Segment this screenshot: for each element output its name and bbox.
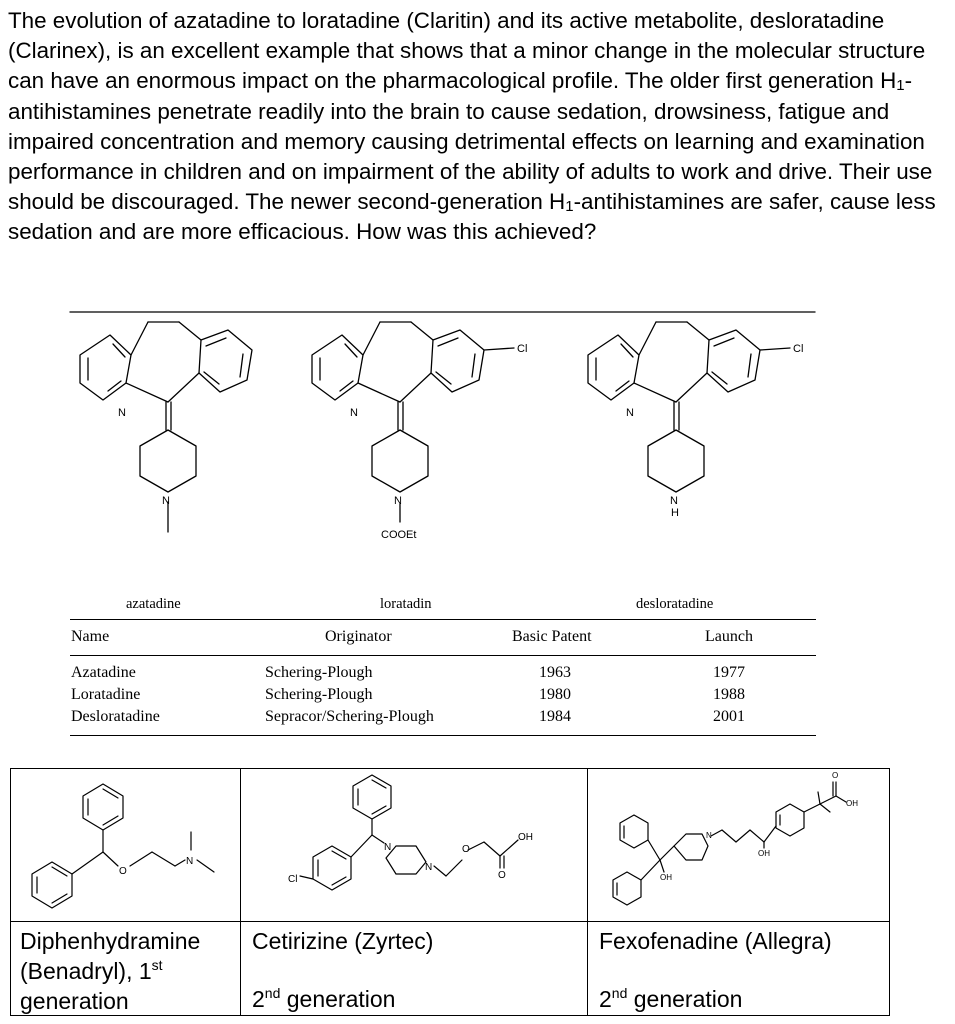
table-row: 2001 bbox=[713, 708, 745, 725]
question-paragraph: The evolution of azatadine to loratadine (Claritin) and its active metabolite, desloratadine (Clarinex), is an excellent example that shows that a minor change in the molecular structure can have an enormous impact on the pharmacological profile. The older first generation $H_1$-antihistamines penetrate readily into the brain to cause sedation, drowsiness, fatigue and impaired concentration and memory causing detrimental effects on learning and examination performance in children and on impairment of the ability of adults to work and drive. Their use should be discouraged. The newer second-generation $H_1$-antihistamines are safer, cause less sedation and are more efficacious. How was this achieved? bbox=[8, 8, 936, 245]
fexofenadine-oh2: OH bbox=[758, 849, 770, 858]
table-row: 1977 bbox=[713, 664, 745, 681]
header-originator: Originator bbox=[325, 628, 392, 645]
desloratadine-n-ring: N bbox=[626, 407, 634, 419]
table-row: 1963 bbox=[539, 664, 571, 681]
cetirizine-oh: OH bbox=[518, 832, 533, 843]
table-rule-bottom bbox=[70, 735, 816, 736]
cetirizine-n2: N bbox=[425, 862, 433, 873]
azatadine-n-ring: N bbox=[118, 407, 126, 419]
diphenhydramine-label: Diphenhydramine (Benadryl), 1st generation bbox=[20, 928, 201, 1014]
fexofenadine-label: Fexofenadine (Allegra) bbox=[599, 928, 832, 954]
caption-desloratadine: desloratadine bbox=[636, 596, 714, 612]
loratadine-structure bbox=[312, 322, 514, 522]
azatadine-n-pip: N bbox=[162, 495, 170, 507]
fexofenadine-oh3: OH bbox=[846, 799, 858, 808]
header-launch: Launch bbox=[705, 628, 753, 645]
loratadine-ester: COOEt bbox=[381, 529, 417, 541]
caption-loratadin: loratadin bbox=[380, 596, 432, 612]
azatadine-structure bbox=[80, 322, 252, 532]
desloratadine-n-pip: N bbox=[670, 495, 678, 507]
header-name: Name bbox=[71, 628, 110, 645]
header-basic-patent: Basic Patent bbox=[512, 628, 592, 645]
comparison-row-divider bbox=[10, 921, 890, 922]
loratadine-n-pip: N bbox=[394, 495, 402, 507]
cetirizine-label: Cetirizine (Zyrtec) bbox=[252, 928, 434, 954]
table-row: Azatadine bbox=[71, 664, 136, 681]
cetirizine-o1: O bbox=[462, 844, 470, 855]
table-row: 1988 bbox=[713, 686, 745, 703]
fexofenadine-n: N bbox=[706, 831, 712, 840]
cetirizine-cl: Cl bbox=[288, 874, 298, 885]
comparison-divider-2 bbox=[587, 768, 588, 1016]
table-row: 1984 bbox=[539, 708, 571, 725]
fexofenadine-o: O bbox=[832, 771, 839, 780]
table-row: Sepracor/Schering-Plough bbox=[265, 708, 434, 725]
table-row: 1980 bbox=[539, 686, 571, 703]
loratadine-cl: Cl bbox=[517, 343, 528, 355]
desloratadine-cl: Cl bbox=[793, 343, 804, 355]
desloratadine-structure bbox=[588, 322, 790, 492]
table-rule-mid bbox=[70, 655, 816, 656]
cetirizine-generation: 2nd generation bbox=[252, 985, 396, 1012]
table-row: Schering-Plough bbox=[265, 664, 373, 681]
fexofenadine-oh1: OH bbox=[660, 873, 672, 882]
fexofenadine-generation: 2nd generation bbox=[599, 985, 743, 1012]
cetirizine-o2: O bbox=[498, 870, 506, 881]
table-row: Loratadine bbox=[71, 686, 141, 703]
diphenhydramine-o: O bbox=[119, 866, 127, 877]
desloratadine-h: H bbox=[671, 507, 679, 519]
diphenhydramine-n: N bbox=[186, 856, 194, 867]
table-row: Desloratadine bbox=[71, 708, 160, 725]
loratadine-n-ring: N bbox=[350, 407, 358, 419]
comparison-divider-1 bbox=[240, 768, 241, 1016]
caption-azatadine: azatadine bbox=[126, 596, 181, 612]
cetirizine-n1: N bbox=[384, 842, 392, 853]
table-row: Schering-Plough bbox=[265, 686, 373, 703]
table-rule-top bbox=[70, 619, 816, 620]
